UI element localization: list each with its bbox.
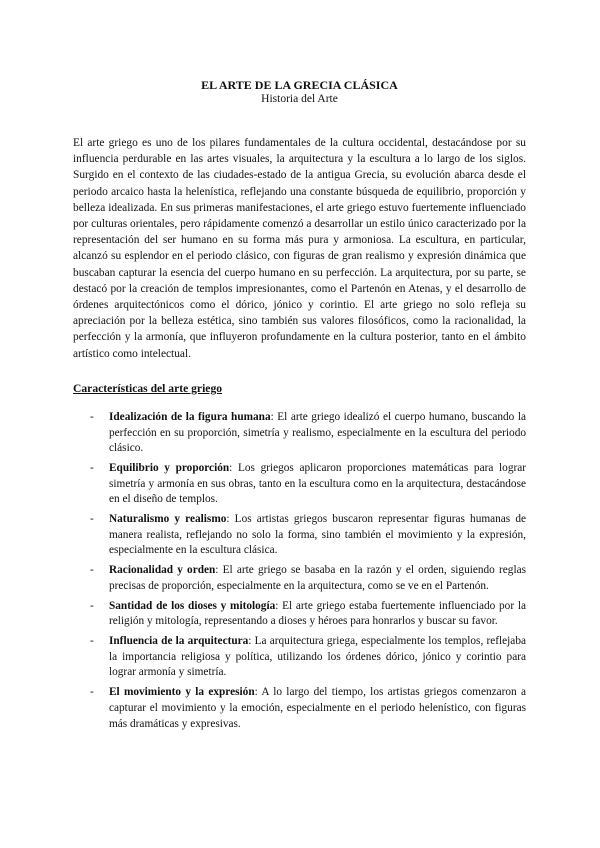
list-item <box>90 599 526 630</box>
item-term: Santidad de los dioses y mitología <box>109 599 276 612</box>
bullet-dash: - <box>90 410 94 423</box>
bullet-dash: - <box>90 599 94 612</box>
section-heading: Características del arte griego <box>73 381 223 395</box>
item-term: Idealización de la figura humana <box>109 410 271 423</box>
bullet-dash: - <box>90 634 94 647</box>
item-text: : El arte griego idealizó el cuerpo humano, buscando la perfección en su proporción, simetría y realismo, especialmente en la escultura del periodo clásico. <box>109 410 526 455</box>
document-title: EL ARTE DE LA GRECIA CLÁSICA <box>201 78 398 92</box>
item-text: : Los artistas griegos buscaron representar figuras humanas de manera realista, reflejando no solo la forma, sino también el movimiento y la expresión, especialmente en la escultura clásica. <box>109 513 527 557</box>
item-term: Equilibrio y proporción <box>109 461 230 474</box>
item-term: Racionalidad y orden <box>109 564 216 577</box>
item-text: : El arte griego estaba fuertemente influenciado por la religión y mitología, representando a dioses y héroes para honrarlos y buscar su favor. <box>109 599 526 628</box>
bullet-dash: - <box>90 461 94 474</box>
document-subtitle: Historia del Arte <box>261 93 338 105</box>
list-item <box>90 461 527 508</box>
bullet-dash: - <box>90 564 94 577</box>
bullet-dash: - <box>90 686 94 699</box>
list-item <box>90 685 526 732</box>
list-item <box>90 563 526 594</box>
list-item <box>90 512 527 559</box>
item-text: : La arquitectura griega, especialmente los templos, reflejaba la importancia religiosa y política, utilizando los órdenes dórico, jónico y corintio para lograr armonía y simetría. <box>109 634 526 679</box>
intro-paragraph: El arte griego es uno de los pilares fundamentales de la cultura occidental, destacándose por su influencia perdurable en las artes visuales, la arquitectura y la escultura a lo largo de los siglos. Surgido en el contexto de las ciudades-estado de la antigua Grecia, su evolución abarca desde el periodo arcaico hasta la helenística, reflejando una constante búsqueda de equilibrio, proporción y belleza idealizada. En sus primeras manifestaciones, el arte griego estuvo fuertemente influenciado por culturas orientales, pero rápidamente comenzó a desarrollar un estilo único caracterizado por la representación del ser humano en su forma más pura y armoniosa. La escultura, en particular, alcanzó su esplendor en el periodo clásico, con figuras de gran realismo y expresión dinámica que buscaban capturar la esencia del cuerpo humano en su perfección. La arquitectura, por su parte, se destacó por la creación de templos impresionantes, como el Partenón en Atenas, y el desarrollo de órdenes arquitectónicos como el dórico, jónico y corintio. El arte griego no solo refleja su apreciación por la belleza estética, sino también sus valores filosóficos, como la racionalidad, la perfección y la armonía, que influyeron profundamente en la cultura posterior, tanto en el ámbito artístico como intelectual. <box>73 137 526 360</box>
list-item <box>90 410 526 457</box>
characteristics-list <box>73 410 526 732</box>
item-text: : Los griegos aplicaron proporciones matemáticas para lograr simetría y armonía en sus obras, tanto en la escultura como en la arquitectura, destacándose en el diseño de templos. <box>109 461 527 506</box>
item-term: Influencia de la arquitectura <box>109 634 249 647</box>
item-text: : El arte griego se basaba en la razón y el orden, siguiendo reglas precisas de proporción, especialmente en la arquitectura, como se ve en el Partenón. <box>109 564 526 592</box>
item-term: El movimiento y la expresión <box>109 686 255 699</box>
list-item <box>90 634 526 681</box>
item-text: : A lo largo del tiempo, los artistas griegos comenzaron a capturar el movimiento y la emoción, especialmente en el periodo helenístico, con figuras más dramáticas y expresivas. <box>109 686 526 730</box>
item-term: Naturalismo y realismo <box>109 513 227 526</box>
bullet-dash: - <box>90 513 94 526</box>
